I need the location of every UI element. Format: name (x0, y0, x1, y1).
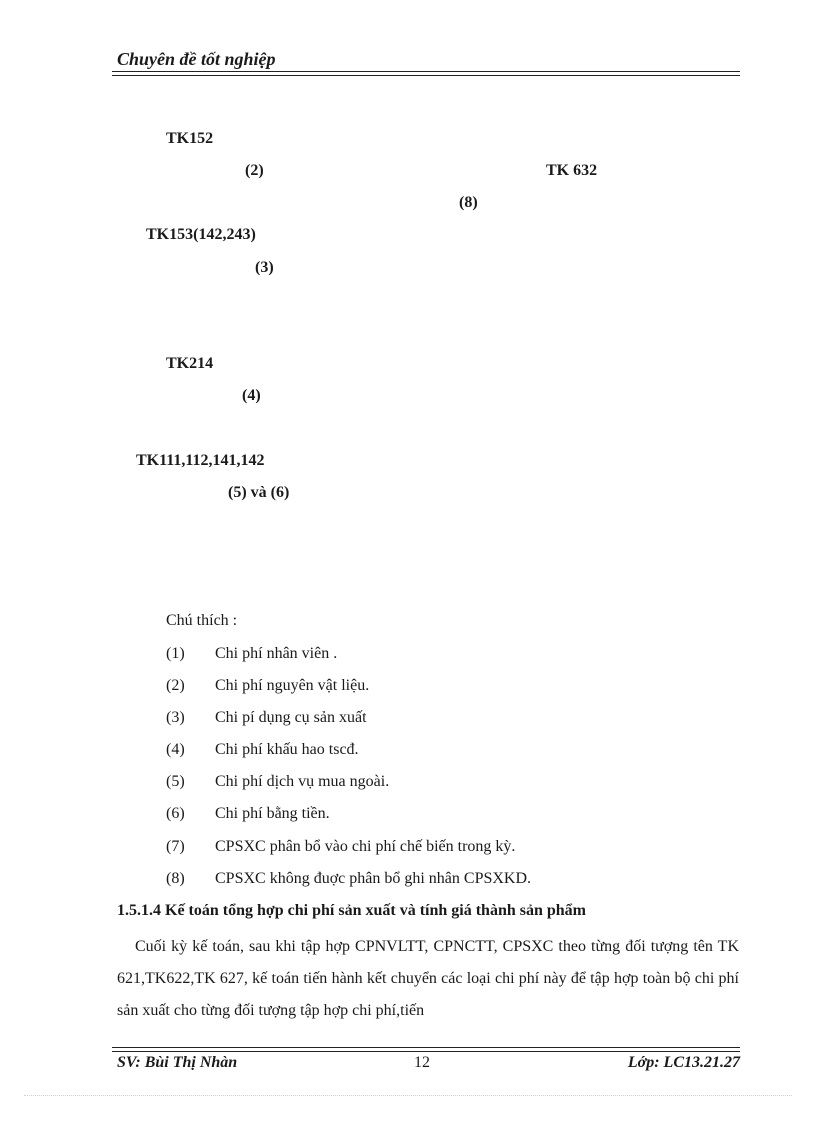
header-rule-top (112, 71, 740, 72)
tk632-label: TK 632 (546, 162, 598, 179)
legend-number: (7) (166, 838, 185, 855)
legend-text: Chi phí khấu hao tscđ. (215, 741, 359, 758)
tk111-label: TK111,112,141,142 (136, 452, 265, 469)
step-3-label: (3) (255, 259, 274, 276)
step-8-label: (8) (459, 194, 478, 211)
step-2-label: (2) (245, 162, 264, 179)
legend-number: (6) (166, 805, 185, 822)
legend-text: CPSXC không đuợc phân bổ ghi nhân CPSXKD. (215, 870, 532, 887)
page-number: 12 (414, 1054, 430, 1071)
legend-number: (5) (166, 773, 185, 790)
legend-number: (3) (166, 709, 185, 726)
step-5-6-label: (5) và (6) (228, 484, 290, 501)
legend-text: Chi phí dịch vụ mua ngoài. (215, 773, 390, 790)
legend-number: (1) (166, 645, 185, 662)
tk214-label: TK214 (166, 355, 214, 372)
legend-number: (2) (166, 677, 185, 694)
footer-class: Lớp: LC13.21.27 (627, 1054, 740, 1071)
legend-text: Chi phí nhân viên . (215, 645, 338, 662)
page-header-title: Chuyên đề tốt nghiệp (117, 49, 276, 69)
footer-rule-top (112, 1047, 740, 1048)
legend-text: Chi phí bằng tiền. (215, 805, 330, 822)
tk152-label: TK152 (166, 130, 214, 147)
tk153-label: TK153(142,243) (146, 226, 256, 243)
legend-number: (4) (166, 741, 185, 758)
header-rule-bottom (112, 75, 740, 76)
section-heading: 1.5.1.4 Kế toán tổng hợp chi phí sản xuất và tính giá thành sản phẩm (117, 902, 586, 919)
page-edge-divider (24, 1095, 792, 1096)
footer-student-name: SV: Bùi Thị Nhàn (117, 1054, 238, 1071)
step-4-label: (4) (242, 387, 261, 404)
legend-text: Chi phí nguyên vật liệu. (215, 677, 370, 694)
legend-number: (8) (166, 870, 185, 887)
legend-text: CPSXC phân bổ vào chi phí chế biến trong kỳ. (215, 838, 516, 855)
body-paragraph: Cuối kỳ kế toán, sau khi tập hợp CPNVLTT, CPNCTT, CPSXC theo từng đối tượng tên TK 621,TK622,TK 627, kế toán tiến hành kết chuyển các loại chi phí này để tập hợp toàn bộ chi phí sản xuất cho từng đối tượng tập hợp chi phí,tiến (117, 938, 739, 1019)
legend-text: Chi pí dụng cụ sản xuất (215, 709, 367, 726)
legend-title: Chú thích : (166, 612, 238, 629)
footer-rule-bottom (112, 1051, 740, 1052)
